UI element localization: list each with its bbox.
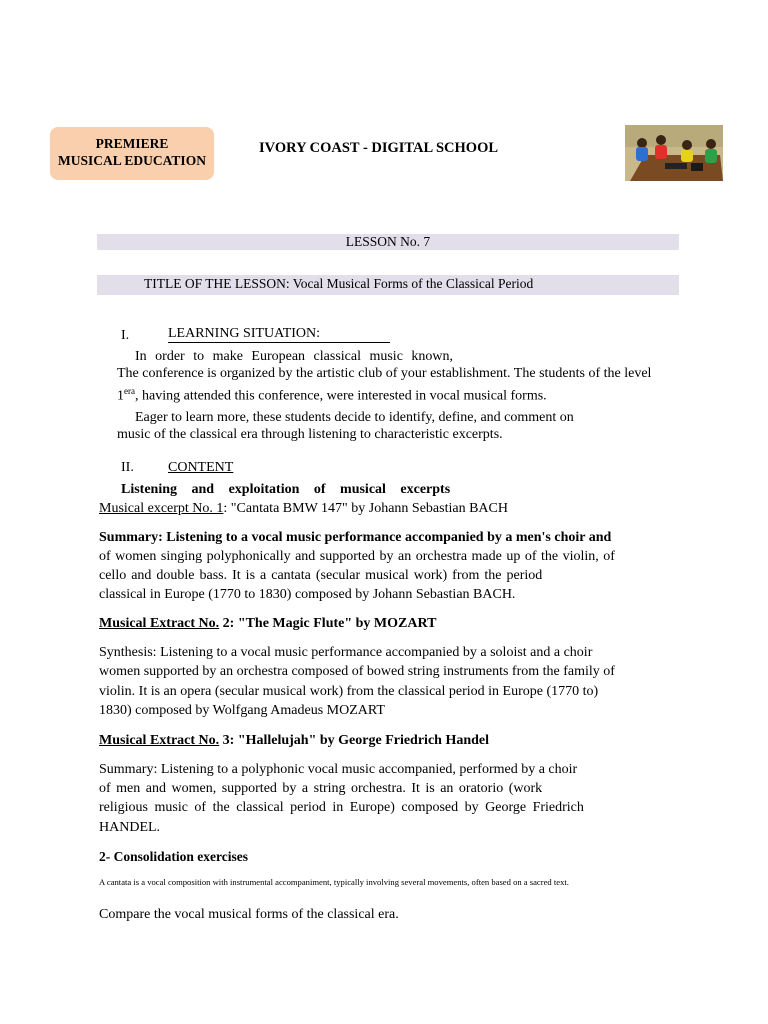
compare-exercise: Compare the vocal musical forms of the classical era. [99,907,399,922]
students-photo [625,125,723,181]
excerpt-1-title: : "Cantata BMW 147" by Johann Sebastian BACH [223,501,508,516]
excerpt-1-line-3: cello and double bass. It is a cantata (secular musical work) from the period [99,568,543,583]
extract-3-line-3: religious music of the classical period in Europe) composed by George Friedrich [99,800,584,815]
situation-para2-line-2: music of the classical era through listening to characteristic excerpts. [117,427,503,442]
consolidation-heading: 2- Consolidation exercises [99,849,248,864]
badge-line-1: PREMIERE [95,136,169,151]
cantata-definition: A cantata is a vocal composition with instrumental accompaniment, typically involving several movements, often based on a sacred text. [99,877,569,887]
extract-3-title: 3: "Hallelujah" by George Friedrich Handel [219,733,490,748]
excerpt-1-heading [99,499,508,518]
extract-3-line-2: of men and women, supported by a string orchestra. It is an oratorio (work [99,781,543,796]
extract-2-heading [99,614,436,633]
level-number: 1 [117,388,124,404]
excerpt-1-summary: Summary: Listening to a vocal music performance accompanied by a men's choir and [99,530,612,545]
lesson-title-text: TITLE OF THE LESSON: Vocal Musical Forms of the Classical Period [144,276,534,291]
lesson-number: LESSON No. 7 [97,234,679,250]
situation-line-1: In order to make European classical music known, [135,349,454,364]
extract-3-label: Musical Extract No. [99,733,220,748]
section-2-heading: CONTENT [168,460,234,475]
excerpt-1-line-4: classical in Europe (1770 to 1830) composed by Johann Sebastian BACH. [99,587,516,602]
section-1-heading: LEARNING SITUATION: [168,326,390,343]
extract-2-line-4: 1830) composed by Wolfgang Amadeus MOZART [99,703,385,718]
situation-para2-line-1: Eager to learn more, these students decide to identify, define, and comment on [135,410,574,425]
excerpt-1-line-2: of women singing polyphonically and supported by an orchestra made up of the violin, of [99,549,615,564]
extract-3-heading [99,731,489,750]
excerpt-1-label: Musical excerpt No. 1 [99,501,224,516]
extract-2-title: 2: "The Magic Flute" by MOZART [219,616,437,631]
section-2-number: II. [121,460,134,475]
school-name: IVORY COAST - DIGITAL SCHOOL [259,140,499,156]
lesson-title [97,275,679,295]
extract-2-label: Musical Extract No. [99,616,220,631]
level-superscript: era [124,386,135,396]
extract-3-line-1: Summary: Listening to a polyphonic vocal music accompanied, performed by a choir [99,762,578,777]
course-badge [50,127,214,180]
situation-line-3 [117,382,547,406]
content-subheading: Listening and exploitation of musical excerpts [121,482,451,497]
extract-3-line-4: HANDEL. [99,820,161,835]
extract-2-line-2: women supported by an orchestra composed of bowed string instruments from the family of [99,664,615,679]
section-1-number: I. [121,328,130,343]
extract-2-line-1: Synthesis: Listening to a vocal music performance accompanied by a soloist and a choir [99,645,593,660]
badge-line-2: MUSICAL EDUCATION [58,153,206,168]
situation-line-2: The conference is organized by the artistic club of your establishment. The students of the level [117,366,652,381]
extract-2-line-3: violin. It is an opera (secular musical work) from the classical period in Europe (1770 to) [99,684,599,699]
situation-line-3-text: , having attended this conference, were interested in vocal musical forms. [135,388,547,404]
